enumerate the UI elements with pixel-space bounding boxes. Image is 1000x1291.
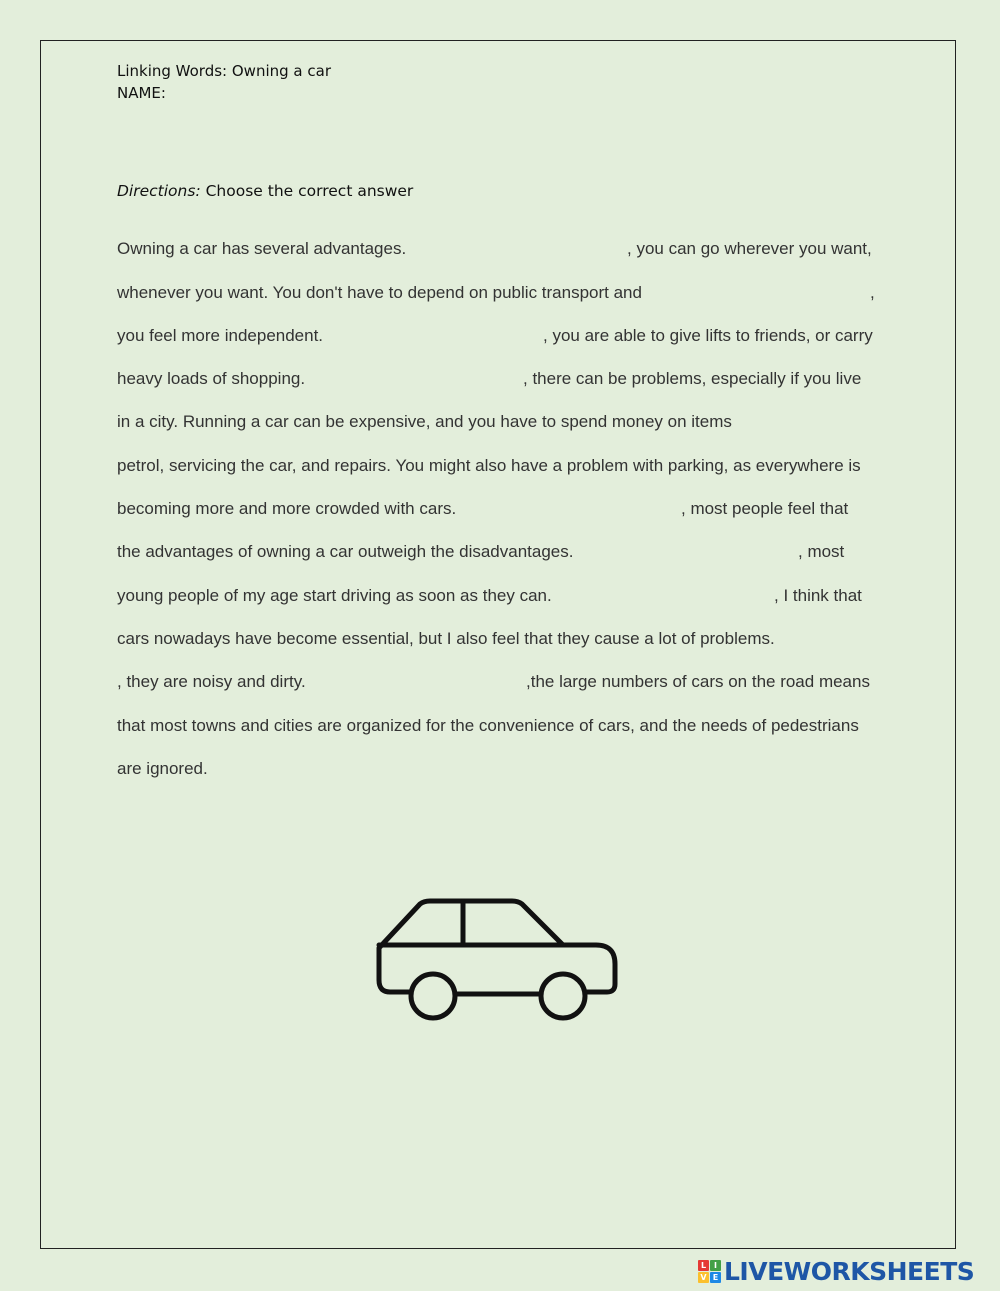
passage-text: young people of my age start driving as soon as they can. bbox=[117, 586, 552, 605]
passage-text: petrol, servicing the car, and repairs. You might also have a problem with parking, as everywhere is bbox=[117, 456, 861, 475]
passage-text: are ignored. bbox=[117, 759, 208, 778]
passage-text: , they are noisy and dirty. bbox=[117, 672, 306, 691]
passage-line bbox=[117, 716, 879, 740]
passage-text: whenever you want. You don't have to depend on public transport and bbox=[117, 283, 642, 302]
passage-text: you feel more independent. bbox=[117, 326, 324, 345]
passage-line bbox=[117, 456, 879, 480]
passage-text: Owning a car has several advantages. bbox=[117, 239, 407, 258]
passage-line bbox=[117, 326, 879, 350]
answer-blank-7[interactable] bbox=[592, 539, 792, 567]
answer-blank-6[interactable] bbox=[472, 496, 677, 524]
directions-text: Choose the correct answer bbox=[205, 182, 414, 200]
answer-blank-3[interactable] bbox=[332, 323, 537, 351]
passage-text: that most towns and cities are organized for the convenience of cars, and the needs of pedestrians bbox=[117, 716, 859, 735]
car-icon bbox=[370, 890, 626, 1030]
passage-text: , there can be problems, especially if you live bbox=[523, 369, 862, 388]
passage-text: , most people feel that bbox=[681, 499, 849, 518]
answer-blank-9[interactable] bbox=[317, 669, 522, 697]
logo-tile: E bbox=[710, 1272, 721, 1283]
passage-line bbox=[117, 759, 879, 783]
passage-line bbox=[117, 499, 879, 523]
passage-text: , bbox=[870, 283, 875, 302]
passage-line bbox=[117, 586, 879, 610]
passage-text: the advantages of owning a car outweigh the disadvantages. bbox=[117, 542, 574, 561]
passage-line bbox=[117, 412, 879, 436]
answer-blank-4[interactable] bbox=[312, 366, 517, 394]
passage-line bbox=[117, 629, 879, 653]
passage-line bbox=[117, 283, 879, 307]
logo-text: LIVEWORKSHEETS bbox=[724, 1256, 975, 1286]
answer-blank-5[interactable] bbox=[745, 409, 875, 437]
passage-line bbox=[117, 542, 879, 566]
answer-blank-2[interactable] bbox=[662, 280, 867, 308]
passage-text: , you are able to give lifts to friends, or carry bbox=[543, 326, 873, 345]
logo-tiles bbox=[698, 1260, 721, 1283]
passage-line bbox=[117, 369, 879, 393]
logo-tile: I bbox=[710, 1260, 721, 1271]
passage-text: heavy loads of shopping. bbox=[117, 369, 306, 388]
logo-tile: L bbox=[698, 1260, 709, 1271]
passage-line bbox=[117, 672, 879, 696]
worksheet-header bbox=[117, 60, 331, 104]
liveworksheets-logo[interactable] bbox=[698, 1257, 974, 1285]
name-label: NAME: bbox=[117, 84, 166, 102]
answer-blank-1[interactable] bbox=[417, 236, 622, 264]
passage-text: , I think that bbox=[774, 586, 862, 605]
passage-text: becoming more and more crowded with cars. bbox=[117, 499, 457, 518]
passage-text: cars nowadays have become essential, but I also feel that they cause a lot of problems. bbox=[117, 629, 775, 648]
passage-text: , you can go wherever you want, bbox=[627, 239, 872, 258]
directions-label: Directions: bbox=[117, 182, 201, 200]
logo-tile: V bbox=[698, 1272, 709, 1283]
worksheet-title: Linking Words: Owning a car bbox=[117, 62, 331, 80]
passage-text: ,the large numbers of cars on the road means bbox=[526, 672, 870, 691]
answer-blank-8[interactable] bbox=[567, 583, 767, 611]
passage-text: in a city. Running a car can be expensive, and you have to spend money on items bbox=[117, 412, 732, 431]
passage-line bbox=[117, 239, 879, 263]
directions bbox=[117, 182, 413, 200]
passage-text: , most bbox=[798, 542, 845, 561]
